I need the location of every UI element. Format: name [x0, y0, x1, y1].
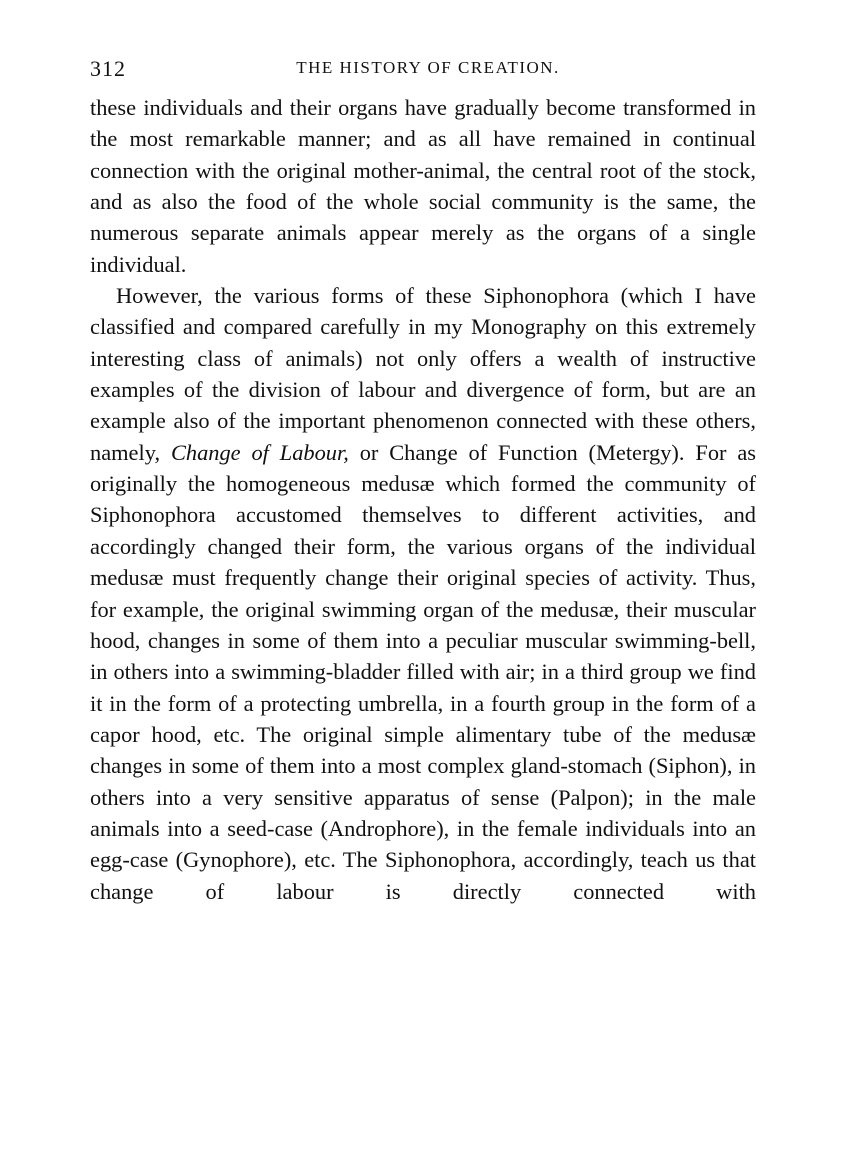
italic-term-change-of-labour: Change of Labour,	[170, 439, 349, 465]
paragraph-text-before-italic: However, the various forms of these Siphonophora (which I have classified and compared carefully in my Monography on this extremely interesting class of animals) not only offers a wealth of instructive examples of the division of labour and divergence of form, but are an example also of the important phenomenon connected with these others, namely,	[90, 283, 756, 465]
running-title: THE HISTORY OF CREATION.	[296, 58, 560, 77]
paragraph-text-after-italic: or Change of Function (Metergy). For as originally the homogeneous medusæ which formed the community of Siphonophora accustomed themselves to different activities, and accordingly changed their form, the various organs of the individual medusæ must frequently change their original species of activity. Thus, for example, the original swimming organ of the medusæ, their muscular hood, changes in some of them into a peculiar muscular swimming-bell, in others into a swimming-bladder filled with air; in a third group we find it in the form of a protecting umbrella, in a fourth group in the form of a capor hood, etc. The original simple alimentary tube of the medusæ changes in some of them into a most complex gland-stomach (Siphon), in others into a very sensitive apparatus of sense (Palpon); in the male animals into a seed-case (Androphore), in the female individuals into an egg-case (Gynophore), etc. The Siphonophora, accordingly, teach us that change of labour is directly connected with	[90, 439, 756, 904]
page-header	[90, 52, 756, 92]
paragraph-continuation: these individuals and their organs have gradually become transformed in the most remarkable manner; and as all have remained in continual connection with the original mother-animal, the central root of the stock, and as also the food of the whole social community is the same, the numerous separate animals appear merely as the organs of a single individual.	[90, 95, 756, 277]
book-page	[90, 52, 756, 907]
body-text	[90, 92, 756, 907]
page-number: 312	[90, 56, 126, 81]
paragraph-siphonophora	[90, 280, 756, 907]
